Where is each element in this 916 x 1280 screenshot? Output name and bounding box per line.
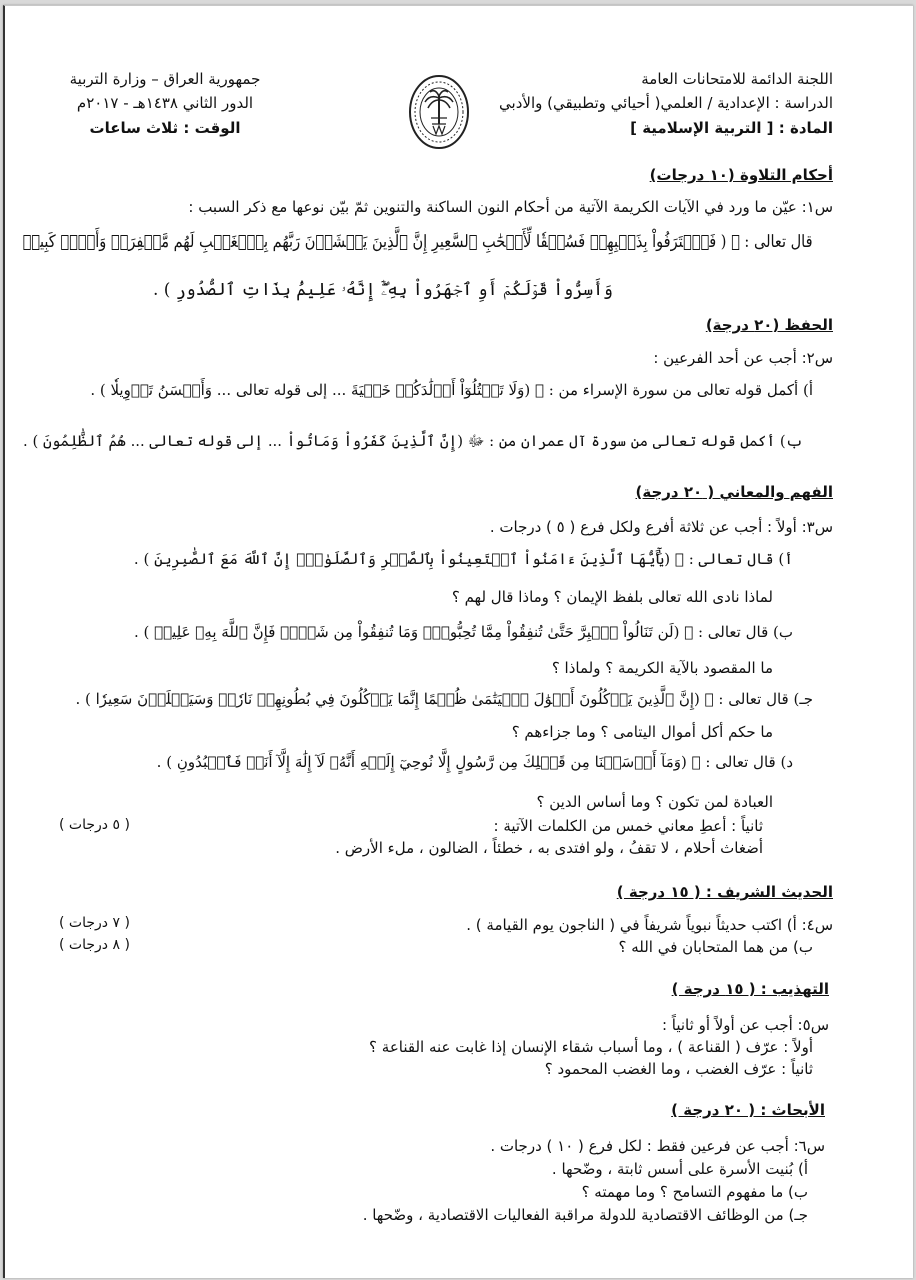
- question-6: س٦: أجب عن فرعين فقط : لكل فرع ( ١٠ ) درجات .: [490, 1137, 825, 1155]
- section-title-memorization: الحفظ (٢٠ درجة): [705, 316, 833, 334]
- question-5-second: ثانياً : عرّف الغضب ، وما الغضب المحمود ؟: [544, 1060, 813, 1078]
- question-3-c-verse: جـ) قال تعالى : ﷻ (إِنَّ ٱلَّذِينَ يَأۡكُلُونَ أَمۡوَٰلَ ٱلۡيَتَٰمَىٰ ظُلۡمًا إِنَّمَا يَأۡكُلُونَ فِي بُطُونِهِمۡ نَارٗاۖ وَسَيَصۡلَوۡنَ سَعِيرٗا ) .: [75, 690, 813, 708]
- question-3-a-verse: أ) قال تعالى : ﷻ (يَٰٓأَيُّهَا ٱلَّذِينَ ءَامَنُواْ ٱسۡتَعِينُواْ بِٱلصَّبۡرِ وَٱلصَّلَوٰةِۚ إِنَّ ٱللَّهَ مَعَ ٱلصَّٰبِرِينَ ) .: [133, 550, 793, 568]
- verse-1-line-2: وَأَسِرُّواْ قَوۡلَكُمۡ أَوِ ٱجۡهَرُواْ بِهِۦٓۖ إِنَّهُۥ عَلِيمُۢ بِذَاتِ ٱلصُّدُورِ ) .: [152, 280, 613, 300]
- question-3-d-verse: د) قال تعالى : ﷻ (وَمَآ أَرۡسَلۡنَا مِن قَبۡلِكَ مِن رَّسُولٍ إِلَّا نُوحِيٓ إِلَيۡهِ أَنَّهُۥ لَآ إِلَٰهَ إِلَّآ أَنَا۠ فَٱعۡبُدُونِ ) .: [156, 753, 793, 771]
- exam-page: [3, 5, 913, 1278]
- section-title-hadith: الحديث الشريف : ( ١٥ درجة ): [616, 883, 833, 901]
- points-part-2: ( ٥ درجات ): [59, 817, 130, 833]
- ministry-name: جمهورية العراق – وزارة التربية: [69, 70, 261, 88]
- subject-name: المادة : [ التربية الإسلامية ]: [630, 119, 833, 137]
- question-4-a: س٤: أ) اكتب حديثاً نبوياً شريفاً في ( الناجون يوم القيامة ) .: [466, 916, 833, 934]
- section-title-meanings: الفهم والمعاني ( ٢٠ درجة): [635, 483, 833, 501]
- question-3-part-1: س٣: أولاً : أجب عن ثلاثة أفرع ولكل فرع ( ٥ ) درجات .: [489, 518, 833, 536]
- question-3-b-verse: ب) قال تعالى : ﷻ (لَن تَنَالُواْ ٱلۡبِرَّ حَتَّىٰ تُنفِقُواْ مِمَّا تُحِبُّونَۚ وَمَا تُنفِقُواْ مِن شَيۡءٖ فَإِنَّ ٱللَّهَ بِهِۦ عَلِيمٞ ) .: [133, 623, 793, 641]
- committee-name: اللجنة الدائمة للامتحانات العامة: [641, 70, 833, 88]
- vocabulary-words: أضغاث أحلام ، لا تقفُ ، ولو افتدى به ، خطئاً ، الضالون ، ملء الأرض .: [335, 839, 763, 857]
- question-1: س١: عيّن ما ورد في الآيات الكريمة الآتية من أحكام النون الساكنة والتنوين ثمّ بيّن نوعها مع ذكر السبب :: [188, 198, 833, 216]
- question-3-part-2: ثانياً : أعطِ معاني خمس من الكلمات الآتية :: [493, 817, 763, 835]
- question-5: س٥: أجب عن أولاً أو ثانياً :: [661, 1016, 829, 1034]
- question-5-first: أولاً : عرّف ( القناعة ) ، وما أسباب شقاء الإنسان إذا غابت عنه القناعة ؟: [369, 1038, 813, 1056]
- section-title-ethics: التهذيب : ( ١٥ درجة ): [671, 980, 829, 998]
- section-title-tajweed: أحكام التلاوة (١٠ درجات): [649, 166, 833, 184]
- question-3-c-question: ما حكم أكل أموال اليتامى ؟ وما جزاءهم ؟: [511, 723, 773, 741]
- question-6-a: أ) بُنيت الأسرة على أسس ثابتة ، وضّحها .: [551, 1160, 808, 1178]
- exam-session: الدور الثاني ١٤٣٨هـ - ٢٠١٧م: [76, 94, 254, 112]
- question-4-b: ب) من هما المتحابان في الله ؟: [618, 938, 813, 956]
- question-6-b: ب) ما مفهوم التسامح ؟ وما مهمته ؟: [581, 1183, 808, 1201]
- exam-duration: الوقت : ثلاث ساعات: [89, 119, 241, 137]
- study-branch: الدراسة : الإعدادية / العلمي( أحيائي وتطبيقي) والأدبي: [499, 94, 833, 112]
- question-3-a-question: لماذا نادى الله تعالى بلفظ الإيمان ؟ وماذا قال لهم ؟: [451, 588, 773, 606]
- ministry-seal-icon: [408, 74, 470, 150]
- points-4-b: ( ٨ درجات ): [59, 937, 130, 953]
- question-2-a: أ) أكمل قوله تعالى من سورة الإسراء من : ﷻ (وَلَا تَقۡتُلُوٓاْ أَوۡلَٰدَكُمۡ خَشۡيَةَ ... إلى قوله تعالى ... وَأَحۡسَنُ تَأۡوِيلٗا ) .: [90, 381, 813, 399]
- question-3-b-question: ما المقصود بالآية الكريمة ؟ ولماذا ؟: [551, 659, 773, 677]
- question-3-d-question: العبادة لمن تكون ؟ وما أساس الدين ؟: [536, 793, 773, 811]
- points-4-a: ( ٧ درجات ): [59, 915, 130, 931]
- section-title-research: الأبحاث : ( ٢٠ درجة ): [671, 1101, 825, 1119]
- question-2-b: ب) أكمل قوله تعالى من سورة آل عمران من : ﷻ (إِنَّ ٱلَّذِينَ كَفَرُواْ وَمَاتُواْ ... إلى قوله تعالى ... هُمُ ٱلظَّٰلِمُونَ ) .: [23, 432, 803, 450]
- verse-1-line-1: قال تعالى : ﷻ ( فَٱعۡتَرَفُواْ بِذَنۢبِهِمۡ فَسُحۡقٗا لِّأَصۡحَٰبِ ٱلسَّعِيرِ إِنَّ ٱلَّذِينَ يَخۡشَوۡنَ رَبَّهُم بِٱلۡغَيۡبِ لَهُم مَّغۡفِرَةٞ وَأَجۡرٞ كَبِيرٞ: [23, 232, 813, 252]
- question-6-c: جـ) من الوظائف الاقتصادية للدولة مراقبة الفعاليات الاقتصادية ، وضّحها .: [362, 1206, 808, 1224]
- question-2: س٢: أجب عن أحد الفرعين :: [653, 349, 833, 367]
